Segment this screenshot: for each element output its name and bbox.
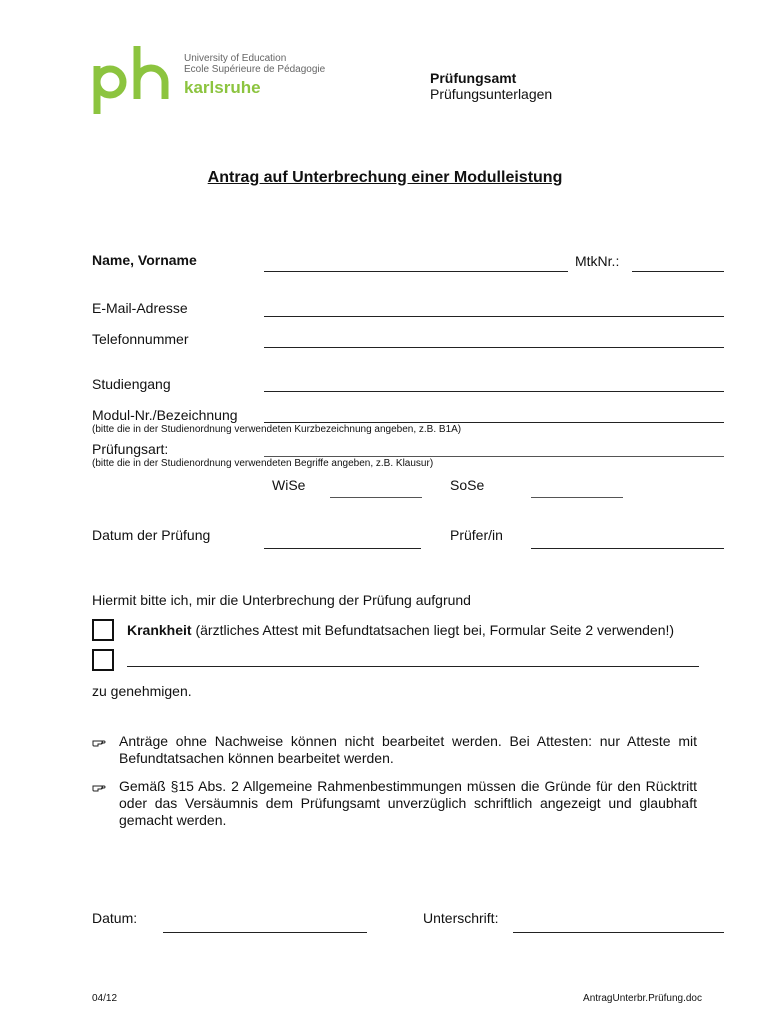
mtk-label: MtkNr.: <box>575 253 620 269</box>
sose-field[interactable] <box>531 497 623 498</box>
request-closing: zu genehmigen. <box>92 683 192 699</box>
illness-checkbox[interactable] <box>92 619 114 641</box>
pointing-hand-icon <box>92 736 106 748</box>
illness-option <box>127 622 674 638</box>
email-label: E-Mail-Adresse <box>92 300 188 316</box>
phone-field[interactable] <box>264 347 724 348</box>
module-field[interactable] <box>264 422 724 423</box>
phone-label: Telefonnummer <box>92 331 189 347</box>
exam-type-label: Prüfungsart: <box>92 441 169 457</box>
logo-line-1: University of Education <box>184 53 287 64</box>
wise-field[interactable] <box>330 497 422 498</box>
module-label: Modul-Nr./Bezeichnung <box>92 407 238 423</box>
pointing-hand-icon <box>92 781 106 793</box>
module-hint: (bitte die in der Studienordnung verwendeten Kurzbezeichnung angeben, z.B. B1A) <box>92 424 462 435</box>
examiner-label: Prüfer/in <box>450 527 503 543</box>
email-field[interactable] <box>264 316 724 317</box>
program-label: Studiengang <box>92 376 171 392</box>
office-name: Prüfungsamt <box>430 70 517 86</box>
ph-logo-mark <box>92 44 182 116</box>
exam-type-hint: (bitte die in der Studienordnung verwendeten Begriffe angeben, z.B. Klausur) <box>92 458 434 469</box>
office-subtitle: Prüfungsunterlagen <box>430 86 553 102</box>
sign-date-field[interactable] <box>163 932 367 933</box>
note-2-text: Gemäß §15 Abs. 2 Allgemeine Rahmenbestimmungen müssen die Gründe für den Rücktritt oder das Versäumnis dem Prüfungsamt unverzüglich schriftlich angezeigt und glaubhaft gemacht werden. <box>119 778 697 828</box>
logo-line-2: Ecole Supérieure de Pédagogie <box>184 64 326 75</box>
exam-date-label: Datum der Prüfung <box>92 527 211 543</box>
name-label: Name, Vorname <box>92 252 197 268</box>
sign-date-label: Datum: <box>92 910 138 926</box>
illness-option-text: (ärztliches Attest mit Befundtatsachen liegt bei, Formular Seite 2 verwenden!) <box>191 622 675 638</box>
examiner-field[interactable] <box>531 548 724 549</box>
signature-field[interactable] <box>513 932 724 933</box>
sose-label: SoSe <box>450 477 485 493</box>
illness-option-bold: Krankheit <box>127 622 192 638</box>
footer-filename: AntragUnterbr.Prüfung.doc <box>583 993 702 1004</box>
note-1-text: Anträge ohne Nachweise können nicht bearbeitet werden. Bei Attesten: nur Atteste mit Befundtatsachen können bearbeitet werden. <box>119 733 697 766</box>
exam-type-field[interactable] <box>264 456 724 457</box>
signature-label: Unterschrift: <box>423 910 499 926</box>
university-logo <box>92 44 326 116</box>
other-reason-checkbox[interactable] <box>92 649 114 671</box>
program-field[interactable] <box>264 391 724 392</box>
wise-label: WiSe <box>272 477 306 493</box>
logo-city: karlsruhe <box>184 78 261 97</box>
page-title: Antrag auf Unterbrechung einer Modulleistung <box>207 169 563 186</box>
request-intro: Hiermit bitte ich, mir die Unterbrechung der Prüfung aufgrund <box>92 592 471 608</box>
exam-date-field[interactable] <box>264 548 421 549</box>
mtk-field[interactable] <box>632 271 724 272</box>
footer-version: 04/12 <box>92 993 118 1004</box>
other-reason-field[interactable] <box>127 666 699 667</box>
name-field[interactable] <box>264 271 568 272</box>
